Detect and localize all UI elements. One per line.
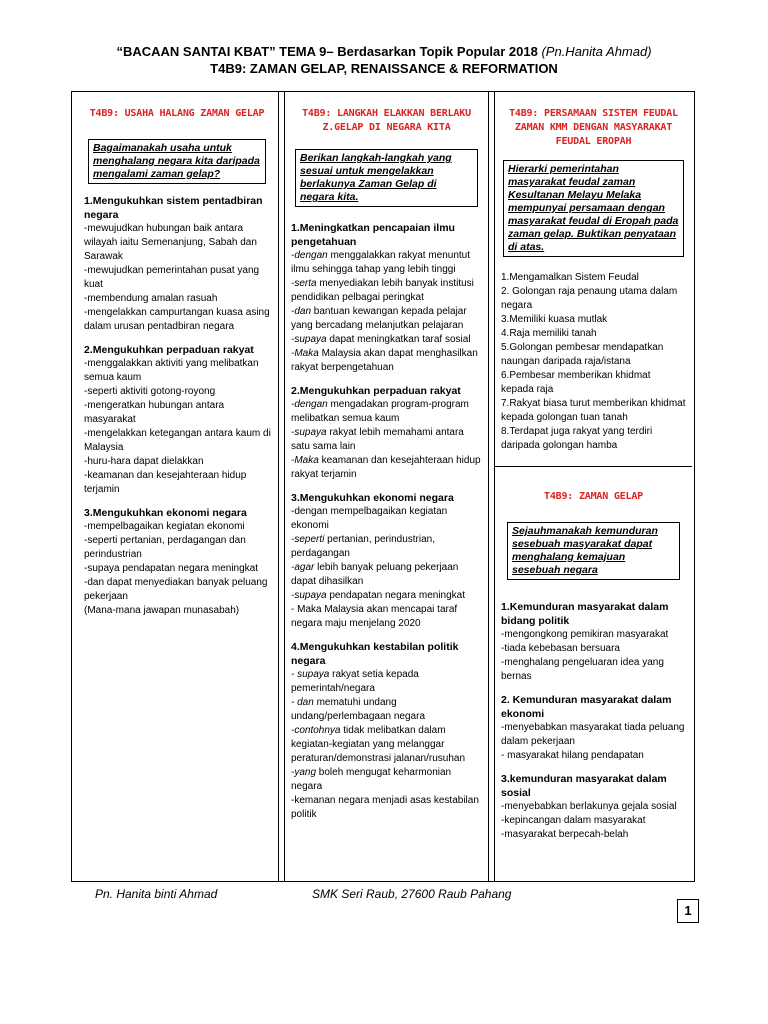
- answer-section: [501, 600, 686, 684]
- answer-line: -kemanan negara menjadi asas kestabilan politik: [291, 795, 479, 820]
- answer-text: lebih banyak peluang pekerjaan dapat dihasilkan: [291, 562, 459, 587]
- column-usaha-halang: [76, 92, 279, 881]
- answer-line: [291, 454, 482, 482]
- answer-text: mematuhi undang undang/perlembagaan negara: [291, 697, 425, 722]
- question-box: Sejauhmanakah kemunduran sesebuah masyarakat dapat menghalang kemajuan sesebuah negara: [507, 522, 680, 580]
- section-heading: 3.Mengukuhkan ekonomi negara: [291, 492, 454, 504]
- document-subtitle: T4B9: ZAMAN GELAP, RENAISSANCE & REFORMATION: [210, 61, 558, 76]
- answer-line: [291, 249, 482, 277]
- answer-line: [291, 561, 482, 589]
- question-box: Hierarki pemerintahan masyarakat feudal zaman Kesultanan Melayu Melaka mempunyai persamaan dengan masyarakat feudal di Eropah pada zaman gelap. Buktikan penyataan di atas.: [503, 160, 684, 257]
- answer-section: [84, 343, 272, 497]
- section-heading: 3.kemunduran masyarakat dalam sosial: [501, 773, 667, 799]
- answer-text: keamanan dan kesejahteraan hidup rakyat terjamin: [291, 455, 481, 480]
- answer-line: [291, 696, 482, 724]
- question-box: Berikan langkah-langkah yang sesuai untuk mengelakkan berlakunya Zaman Gelap di negara kita.: [295, 149, 478, 207]
- answer-line: -mewujudkan hubungan baik antara wilayah iaitu Semenanjung, Sabah dan Sarawak: [84, 223, 257, 262]
- keyword: -supaya: [291, 427, 327, 438]
- answer-section: [291, 491, 482, 631]
- answer-line: [291, 668, 482, 696]
- answer-line: [291, 724, 482, 766]
- answer-line: - Maka Malaysia akan mencapai taraf negara maju menjelang 2020: [291, 604, 458, 629]
- answer-section: [291, 221, 482, 375]
- list-item: 5.Golongan pembesar mendapatkan naungan daripada raja/istana: [501, 342, 664, 367]
- keyword: - supaya: [291, 669, 330, 680]
- keyword: -supaya: [291, 590, 327, 601]
- answer-line: -mengelakkan ketegangan antara kaum di Malaysia: [84, 428, 271, 453]
- keyword: -supaya: [291, 334, 327, 345]
- section-heading: 1.Meningkatkan pencapaian ilmu pengetahuan: [291, 222, 455, 248]
- keyword: -agar: [291, 562, 315, 573]
- answer-text: menggalakkan rakyat menuntut ilmu sehingga tahap yang lebih tinggi: [291, 250, 471, 275]
- column-persamaan-feudal: [494, 92, 692, 881]
- answer-line: - masyarakat hilang pendapatan: [501, 750, 644, 761]
- answer-line: -dengan mempelbagaikan kegiatan ekonomi: [291, 506, 448, 531]
- answer-line: [291, 533, 482, 561]
- answer-line: [291, 589, 482, 603]
- answer-line: -menyebabkan berlakunya gejala sosial: [501, 801, 677, 812]
- column-title: T4B9: ZAMAN GELAP: [544, 491, 643, 502]
- answer-line: -mengongkong pemikiran masyarakat: [501, 629, 669, 640]
- answer-text: pertanian, perindustrian, perdagangan: [291, 534, 435, 559]
- answer-line: -huru-hara dapat dielakkan: [84, 456, 204, 467]
- list-item: 1.Mengamalkan Sistem Feudal: [501, 272, 639, 283]
- answer-line: -menghalang pengeluaran idea yang bernas: [501, 657, 664, 682]
- section-heading: 2. Kemunduran masyarakat dalam ekonomi: [501, 694, 672, 720]
- answer-note: (Mana-mana jawapan munasabah): [84, 605, 240, 616]
- column-title: T4B9: LANGKAH ELAKKAN BERLAKU Z.GELAP DI NEGARA KITA: [302, 108, 471, 133]
- document-title: [0, 44, 768, 59]
- answer-section: [291, 640, 482, 822]
- answer-text: Malaysia akan dapat menghasilkan rakyat berpengetahuan: [291, 348, 478, 373]
- answer-text: bantuan kewangan kepada pelajar yang bercadang melanjutkan pelajaran: [291, 306, 467, 331]
- footer-author: Pn. Hanita binti Ahmad: [95, 887, 218, 901]
- column-title: T4B9: USAHA HALANG ZAMAN GELAP: [89, 108, 265, 119]
- answer-line: -masyarakat berpecah-belah: [501, 829, 629, 840]
- answer-text: tidak melibatkan dalam kegiatan-kegiatan yang melanggar peraturan/demonstrasi jalanan/rusuhan: [291, 725, 465, 764]
- answer-line: [291, 766, 482, 794]
- section-heading: 1.Kemunduran masyarakat dalam bidang politik: [501, 601, 669, 627]
- answer-line: [291, 347, 482, 375]
- keyword: -contohnya: [291, 725, 341, 736]
- answer-line: -mewujudkan pemerintahan pusat yang kuat: [84, 265, 260, 290]
- answer-section: [501, 693, 686, 763]
- keyword: -Maka: [291, 455, 319, 466]
- list-item: 3.Memiliki kuasa mutlak: [501, 314, 608, 325]
- section-heading: 2.Mengukuhkan perpaduan rakyat: [84, 344, 254, 356]
- list-item: 7.Rakyat biasa turut memberikan khidmat kepada golongan tuan tanah: [501, 398, 686, 423]
- answer-body: [84, 194, 272, 618]
- section-heading: 2.Mengukuhkan perpaduan rakyat: [291, 385, 461, 397]
- list-item: 6.Pembesar memberikan khidmat kepada raja: [501, 370, 651, 395]
- section-heading: 1.Mengukuhkan sistem pentadbiran negara: [84, 195, 263, 221]
- keyword: -seperti: [291, 534, 325, 545]
- question-box: Bagaimanakah usaha untuk menghalang negara kita daripada mengalami zaman gelap?: [88, 139, 266, 184]
- answer-line: -menggalakkan aktiviti yang melibatkan semua kaum: [84, 358, 259, 383]
- column-langkah-elakkan: [284, 92, 489, 881]
- keyword: -Maka: [291, 348, 319, 359]
- answer-body: [501, 600, 686, 842]
- answer-section: [84, 506, 272, 618]
- answer-list: [501, 271, 686, 453]
- title-text: “BACAAN SANTAI KBAT” TEMA 9– Berdasarkan Topik Popular 2018: [116, 44, 538, 59]
- answer-text: menyediakan lebih banyak institusi pendidikan pelbagai peringkat: [291, 278, 474, 303]
- answer-line: -kepincangan dalam masyarakat: [501, 815, 646, 826]
- answer-line: -dan dapat menyediakan banyak peluang pekerjaan: [84, 577, 268, 602]
- answer-section: [84, 194, 272, 334]
- keyword: -yang: [291, 767, 317, 778]
- answer-body: [291, 221, 482, 822]
- answer-line: [291, 277, 482, 305]
- answer-line: -keamanan dan kesejahteraan hidup terjamin: [84, 470, 247, 495]
- answer-line: -tiada kebebasan bersuara: [501, 643, 620, 654]
- section-heading: 3.Mengukuhkan ekonomi negara: [84, 507, 247, 519]
- answer-section: [501, 772, 686, 842]
- answer-text: mengadakan program-program melibatkan semua kaum: [291, 399, 469, 424]
- zaman-gelap-section: [495, 490, 692, 851]
- keyword: -serta: [291, 278, 317, 289]
- content-table: [71, 91, 695, 882]
- list-item: 8.Terdapat juga rakyat yang terdiri daripada golongan hamba: [501, 426, 653, 451]
- column-title: T4B9: PERSAMAAN SISTEM FEUDAL ZAMAN KMM DENGAN MASYARAKAT FEUDAL EROPAH: [509, 108, 678, 147]
- answer-text: dapat meningkatkan taraf sosial: [326, 334, 471, 345]
- answer-line: -mengeratkan hubungan antara masyarakat: [84, 400, 225, 425]
- answer-text: rakyat setia kepada pemerintah/negara: [291, 669, 419, 694]
- answer-line: -supaya pendapatan negara meningkat: [84, 563, 259, 574]
- answer-line: -membendung amalan rasuah: [84, 293, 218, 304]
- answer-text: rakyat lebih memahami antara satu sama lain: [291, 427, 464, 452]
- answer-section: [291, 384, 482, 482]
- answer-line: -seperti aktiviti gotong-royong: [84, 386, 216, 397]
- answer-text: pendapatan negara meningkat: [326, 590, 466, 601]
- section-heading: 4.Mengukuhkan kestabilan politik negara: [291, 641, 459, 667]
- title-author: (Pn.Hanita Ahmad): [541, 44, 652, 59]
- answer-line: -mengelakkan campurtangan kuasa asing dalam urusan pentadbiran negara: [84, 307, 270, 332]
- list-item: 4.Raja memiliki tanah: [501, 328, 597, 339]
- section-divider: [494, 466, 692, 467]
- answer-line: -mempelbagaikan kegiatan ekonomi: [84, 521, 245, 532]
- answer-line: -seperti pertanian, perdagangan dan perindustrian: [84, 535, 246, 560]
- answer-line: [291, 305, 482, 333]
- answer-line: [291, 426, 482, 454]
- keyword: -dengan: [291, 399, 328, 410]
- footer-school: SMK Seri Raub, 27600 Raub Pahang: [312, 887, 512, 901]
- answer-line: [291, 333, 482, 347]
- keyword: - dan: [291, 697, 314, 708]
- keyword: -dan: [291, 306, 312, 317]
- keyword: -dengan: [291, 250, 328, 261]
- answer-line: [291, 398, 482, 426]
- answer-line: -menyebabkan masyarakat tiada peluang dalam pekerjaan: [501, 722, 685, 747]
- page-number: 1: [677, 899, 699, 923]
- answer-text: boleh mengugat keharmonian negara: [291, 767, 452, 792]
- list-item: 2. Golongan raja penaung utama dalam negara: [501, 286, 678, 311]
